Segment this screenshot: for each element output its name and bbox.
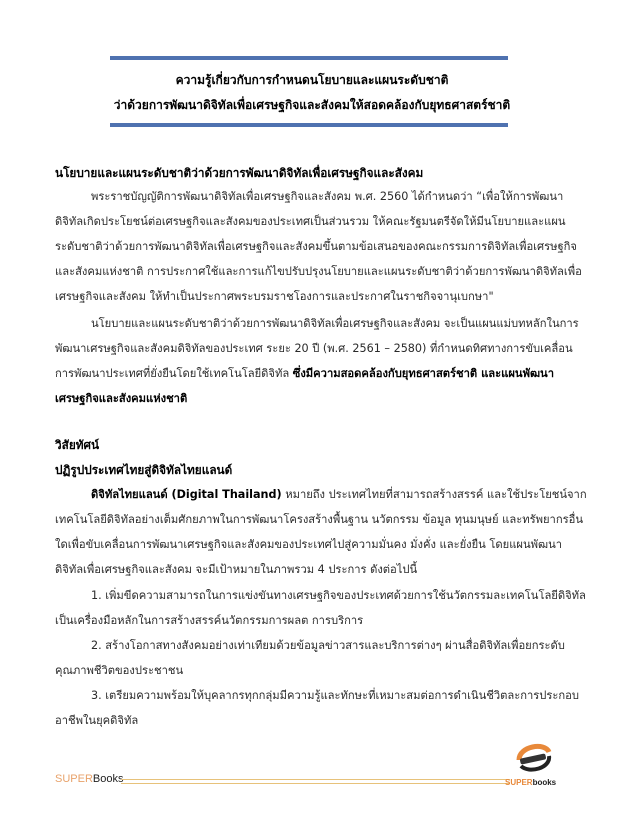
logo-books: books (532, 778, 557, 787)
paragraph-line: ดิจิทัลเกิดประโยชน์ต่อเศรษฐกิจและสังคมของประเทศเป็นส่วนรวม ให้คณะรัฐมนตรีจัดให้มีนโยบายและแผน (55, 215, 566, 228)
paragraph-text: การพัฒนาประเทศที่ยั่งยืนโดยใช้เทคโนโลยีดิจิทัล (55, 367, 293, 380)
term-digital-thailand: ดิจิทัลไทยแลนด์ (Digital Thailand) (91, 488, 282, 501)
paragraph-line: และสังคมแห่งชาติ การประกาศใช้และการแก้ไขปรับปรุงนโยบายและแผนระดับชาติว่าด้วยการพัฒนาดิจิทัลเพื่อ (55, 265, 582, 278)
subheading-vision: ปฏิรูปประเทศไทยสู่ดิจิทัลไทยแลนด์ (55, 463, 233, 477)
paragraph-line: ดิจิทัลเพื่อเศรษฐกิจและสังคม จะมีเป้าหมายในภาพรวม 4 ประการ ดังต่อไปนี้ (55, 563, 418, 576)
footer-brand-super: SUPER (55, 773, 93, 785)
emphasis-text: เศรษฐกิจและสังคมแห่งชาติ (55, 392, 188, 405)
document-title-line-1: ความรู้เกี่ยวกับการกำหนดนโยบายและแผนระดับชาติ (175, 73, 449, 87)
paragraph-line: ใดเพื่อขับเคลื่อนการพัฒนาเศรษฐกิจและสังคมของประเทศไปสู่ความมั่นคง มั่งคั่ง และยั่งยืน โดยแผนพัฒนา (55, 538, 563, 551)
section-heading-policy: นโยบายและแผนระดับชาติว่าด้วยการพัฒนาดิจิทัลเพื่อเศรษฐกิจและสังคม (55, 166, 424, 180)
header-bottom-rule (110, 123, 508, 127)
superbooks-logo (505, 738, 565, 790)
document-title-line-2: ว่าด้วยการพัฒนาดิจิทัลเพื่อเศรษฐกิจและสังคมให้สอดคล้องกับยุทธศาสตร์ชาติ (113, 98, 511, 112)
goal-item-3-cont: อาชีพในยุคดิจิทัล (55, 714, 139, 727)
footer-brand (55, 773, 123, 785)
footer-brand-books: Books (92, 773, 124, 785)
goal-item-2-cont: คุณภาพชีวิตของประชาชน (55, 664, 184, 677)
emphasis-text: ซึ่งมีความสอดคล้องกับยุทธศาสตร์ชาติ และแผนพัฒนา (292, 367, 554, 380)
goal-item-1-cont: เป็นเครื่องมือหลักในการสร้างสรรค์นวัตกรรมการผลต การบริการ (55, 614, 364, 627)
paragraph-line: พระราชบัญญัติการพัฒนาดิจิทัลเพื่อเศรษฐกิจและสังคม พ.ศ. 2560 ได้กำหนดว่า “เพื่อให้การพัฒนา (91, 190, 564, 203)
paragraph-line: เทคโนโลยีดิจิทัลอย่างเต็มศักยภาพในการพัฒนาโครงสร้างพื้นฐาน นวัตกรรม ข้อมูล ทุนมนุษย์ และทรัพยากรอื่น (55, 513, 583, 526)
paragraph-line (91, 487, 587, 503)
goal-item-3: 3. เตรียมความพร้อมให้บุคลากรทุกกลุ่มมีความรู้และทักษะที่เหมาะสมต่อการดำเนินชีวิตละการประกอบ (91, 689, 580, 702)
section-heading-vision: วิสัยทัศน์ (55, 438, 100, 452)
paragraph-line: ระดับชาติว่าด้วยการพัฒนาดิจิทัลเพื่อเศรษฐกิจและสังคมขึ้นตามข้อเสนอของคณะกรรมการดิจิทัลเพื่อเศรษฐกิจ (55, 240, 577, 253)
goal-item-1: 1. เพิ่มขีดความสามารถในการแข่งขันทางเศรษฐกิจของประเทศด้วยการใช้นวัตกรรมละเทคโนโลยีดิจิทัล (91, 589, 586, 602)
logo-super: SUPER (505, 778, 533, 787)
goal-item-2: 2. สร้างโอกาสทางสังคมอย่างเท่าเทียมด้วยข้อมูลข่าวสารและบริการต่างๆ ผ่านสื่อดิจิทัลเพื่อยกระดับ (91, 639, 565, 652)
header-top-rule (110, 56, 508, 60)
footer-rule (121, 779, 510, 784)
paragraph-line (55, 366, 554, 382)
paragraph-line: พัฒนาเศรษฐกิจและสังคมดิจิทัลของประเทศ ระยะ 20 ปี (พ.ศ. 2561 – 2580) ที่กำหนดทิศทางการขับเคลื่อน (55, 342, 573, 355)
book-swirl-icon (505, 738, 565, 778)
paragraph-line: นโยบายและแผนระดับชาติว่าด้วยการพัฒนาดิจิทัลเพื่อเศรษฐกิจและสังคม จะเป็นแผนแม่บทหลักในการ (91, 317, 579, 330)
paragraph-text: หมายถึง ประเทศไทยที่สามารถสร้างสรรค์ และใช้ประโยชน์จาก (281, 488, 587, 501)
paragraph-line: เศรษฐกิจและสังคม ให้ทำเป็นประกาศพระบรมราชโองการและประกาศในราชกิจจานุเบกษา" (55, 290, 494, 303)
